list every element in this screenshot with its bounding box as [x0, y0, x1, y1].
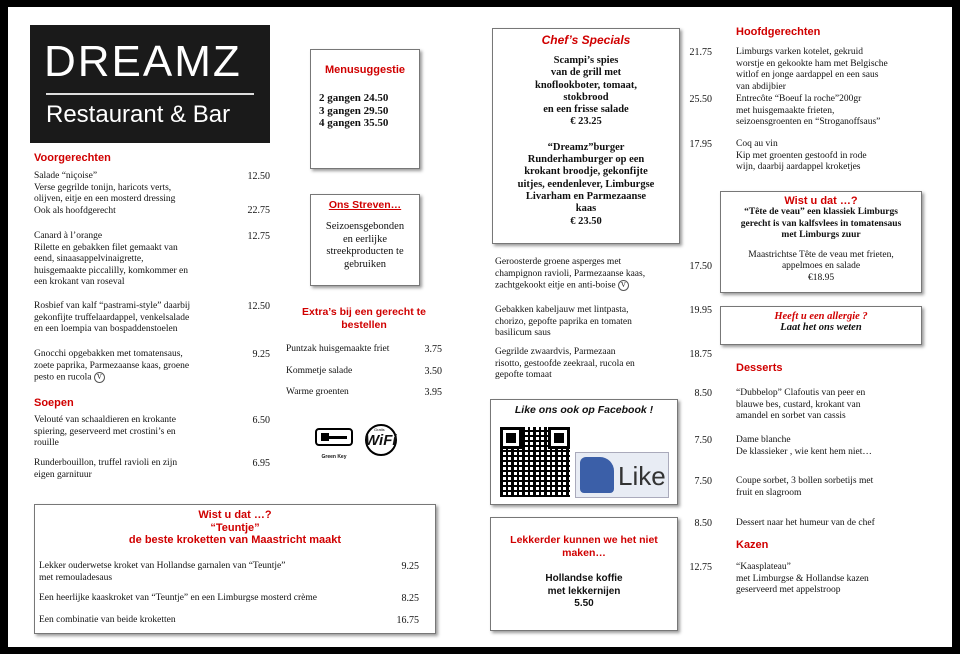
extra-price: 3.50	[424, 366, 442, 377]
voorgerecht-price: 12.50	[247, 301, 270, 312]
dessert-item: Dessert naar het humeur van de chef	[736, 518, 875, 528]
hoofd-price: 17.50	[689, 261, 712, 272]
facebook-box	[490, 399, 678, 505]
logo-subtitle: Restaurant & Bar	[46, 101, 231, 128]
streven-title: Ons Streven…	[328, 199, 402, 211]
menu-sheet	[8, 7, 952, 647]
voorgerecht-item: Salade “niçoise” Verse gegrilde tonijn, haricots verts, olijven, eitje en een mosterd dressing Ook als hoofdgerecht	[34, 171, 176, 216]
logo-name: DREAMZ	[44, 37, 242, 86]
extras-title: Extra’s bij een gerecht te bestellen	[302, 306, 426, 331]
kroket-item: Een combinatie van beide kroketten	[39, 615, 176, 625]
extra-item: Kommetje salade	[286, 366, 353, 376]
tete-de-veau-box	[720, 191, 922, 293]
dessert-item: Dame blanche De klassieker , wie kent hem niet…	[736, 435, 872, 457]
extra-price: 3.95	[424, 387, 442, 398]
hoofd-price: 21.75	[689, 47, 712, 58]
soep-price: 6.50	[252, 415, 270, 426]
logo-rule	[46, 93, 254, 95]
voorgerecht-price: 12.50	[247, 171, 270, 182]
hoofd-item: Geroosterde groene asperges met champignon ravioli, Parmezaanse kaas, zachtgekookt eitje en anti-boise V	[495, 257, 646, 291]
streven-text: Seizoensgebonden en eerlijke streekproducten te gebruiken	[325, 221, 405, 270]
kroket-price: 9.25	[401, 561, 419, 572]
tete-text: Maastrichtse Tête de veau met frieten, appelmoes en salade €18.95	[748, 249, 894, 283]
chefs-special-scampi: Scampi’s spies van de grill met knoflookboter, tomaat, stokbrood en een frisse salade € 23.25	[535, 55, 637, 128]
voorgerecht-price: 12.75	[247, 231, 270, 242]
dreamz-logo	[30, 25, 270, 143]
green-key-icon: Green Key	[314, 427, 354, 459]
qr-code-icon[interactable]	[500, 427, 570, 497]
dessert-item: “Dubbelop” Clafoutis van peer en blauwe bes, custard, krokant van amandel en sorbet van cassis	[736, 388, 866, 421]
hoofdgerechten-title: Hoofdgerechten	[736, 26, 821, 38]
dessert-item: Coupe sorbet, 3 bollen sorbetijs met fruit en slagroom	[736, 476, 874, 498]
hoofd-price: 17.95	[689, 139, 712, 150]
voorgerecht-item: Canard à l’orange Rilette en gebakken filet gemaakt van eend, sinaasappelvinaigrette, huisgemaakte piccalilly, komkommer en een krokant van roseval	[34, 231, 188, 287]
wifi-icon: Gratis WiFi	[360, 423, 402, 457]
dessert-price: 8.50	[694, 518, 712, 529]
allergie-sub: Laat het ons weten	[780, 322, 862, 333]
facebook-like-button[interactable]: Like	[575, 452, 669, 498]
dessert-price: 7.50	[694, 476, 712, 487]
soep-item: Velouté van schaaldieren en krokante spiering, geserveerd met crostini’s en rouille	[34, 415, 176, 448]
allergie-title: Heeft u een allergie ?	[774, 311, 868, 322]
tete-title: Wist u dat …?	[784, 195, 858, 207]
tete-subtitle: “Tête de veau” een klassiek Limburgs gerecht is van kalfsvlees in tomatensaus met Limburgs zuur	[740, 207, 902, 240]
thumbs-up-icon	[580, 457, 614, 493]
vegetarian-icon: V	[94, 372, 105, 383]
hoofd-price: 25.50	[689, 94, 712, 105]
teuntje-box	[34, 504, 436, 634]
chefs-specials-box	[492, 28, 680, 244]
koffie-title: Lekkerder kunnen we het niet maken…	[510, 534, 658, 559]
hoofd-price: 18.75	[689, 349, 712, 360]
dessert-price: 7.50	[694, 435, 712, 446]
koffie-box	[490, 517, 678, 631]
hoofd-item: Limburgs varken kotelet, gekruid worstje en gekookte ham met Belgische witlof en jonge aardappel en een saus van abdijbier	[736, 47, 888, 92]
chefs-title: Chef’s Specials	[541, 33, 631, 47]
soepen-title: Soepen	[34, 397, 74, 409]
kaas-price: 12.75	[689, 562, 712, 573]
kroket-price: 8.25	[401, 593, 419, 604]
kroket-item: Een heerlijke kaaskroket van “Teuntje” en een Limburgse mosterd crème	[39, 593, 317, 603]
koffie-text: Hollandse koffie met lekkernijen 5.50	[545, 573, 623, 609]
menusuggestie-list: 2 gangen 24.50 3 gangen 29.50 4 gangen 35.50	[319, 92, 389, 129]
soep-price: 6.95	[252, 458, 270, 469]
kaas-item: “Kaasplateau” met Limburgse & Hollandse kazen geserveerd met appelstroop	[736, 562, 869, 595]
hoofd-item: Entrecôte “Boeuf la roche”200gr met huisgemaakte frieten, seizoensgroenten en “Stroganoffsaus”	[736, 94, 881, 127]
extra-item: Warme groenten	[286, 387, 349, 397]
menusuggestie-box	[310, 49, 420, 169]
soep-item: Runderbouillon, truffel ravioli en zijn eigen garnituur	[34, 458, 178, 480]
allergie-box	[720, 306, 922, 345]
menusuggestie-title: Menusuggestie	[324, 64, 406, 76]
extra-price: 3.75	[424, 344, 442, 355]
chefs-special-burger: “Dreamz”burger Runderhamburger op een krokant broodje, gekonfijte uitjes, eendenlever, Limburgse Livarham en Parmezaanse kaas € 23.50	[517, 141, 655, 227]
voorgerecht-item: Rosbief van kalf “pastrami-style” daarbij gekonfijte truffelaardappel, venkelsalade en een loempia van bospaddenstoelen	[34, 301, 191, 334]
hoofd-item: Coq au vin Kip met groenten gestoofd in rode wijn, daarbij aardappel kroketjes	[736, 139, 867, 172]
desserts-title: Desserts	[736, 362, 783, 374]
facebook-title: Like ons ook op Facebook !	[514, 404, 654, 416]
hoofd-item: Gebakken kabeljauw met lintpasta, chorizo, gepofte paprika en tomaten basilicum saus	[495, 305, 632, 338]
hoofd-item: Gegrilde zwaardvis, Parmezaan risotto, gestoofde zeekraal, rucola en gepofte tomaat	[495, 347, 635, 380]
extra-item: Puntzak huisgemaakte friet	[286, 344, 390, 354]
vegetarian-icon: V	[618, 280, 629, 291]
voorgerecht-price: 9.25	[252, 349, 270, 360]
streven-box	[310, 194, 420, 286]
teuntje-title: Wist u dat …? “Teuntje” de beste kroketten van Maastricht maakt	[128, 509, 342, 546]
voorgerecht-item: Gnocchi opgebakken met tomatensaus, zoete paprika, Parmezaanse kaas, groene pesto en rucola V	[34, 349, 190, 383]
kroket-item: Lekker ouderwetse kroket van Hollandse garnalen van “Teuntje” met remouladesaus	[39, 561, 286, 583]
voorgerechten-title: Voorgerechten	[34, 152, 111, 164]
hoofd-price: 19.95	[689, 305, 712, 316]
kazen-title: Kazen	[736, 539, 769, 551]
voorgerecht-price-main: 22.75	[247, 205, 270, 216]
dessert-price: 8.50	[694, 388, 712, 399]
kroket-price: 16.75	[396, 615, 419, 626]
